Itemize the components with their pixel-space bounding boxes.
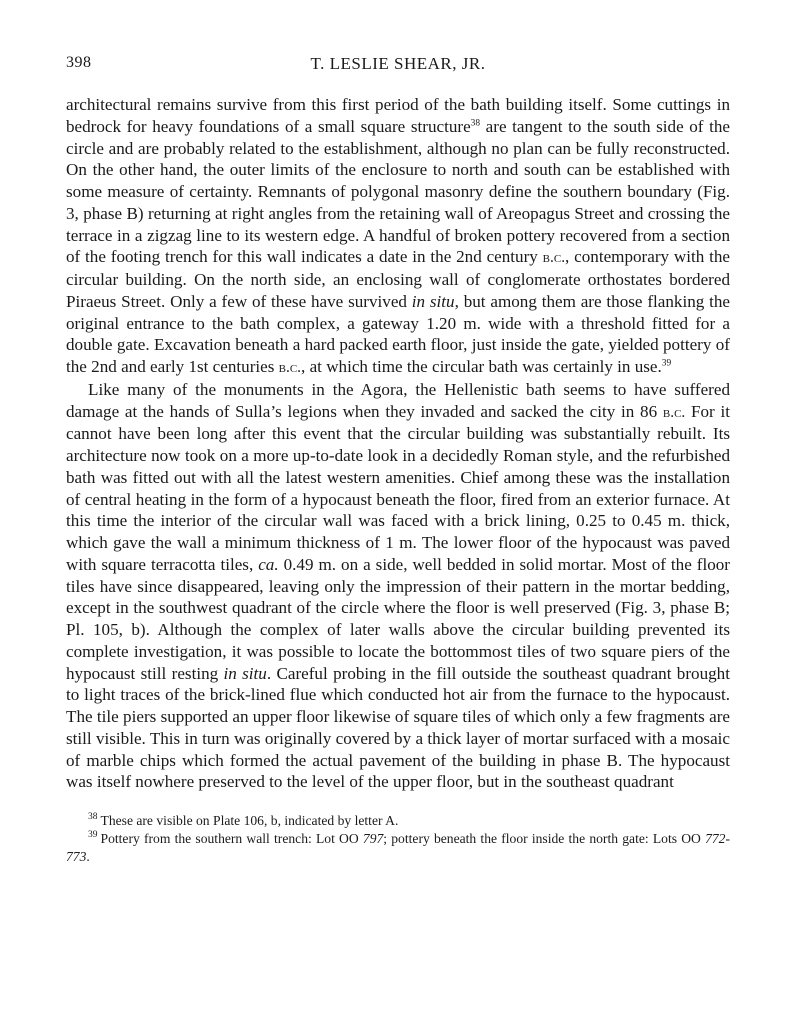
small-caps-text: b.c. [278, 359, 302, 376]
text-run: These are visible on Plate 106, b, indicated by letter A. [100, 813, 399, 828]
text-run: . [86, 849, 90, 864]
footnote [66, 830, 730, 866]
body-text [66, 94, 730, 793]
small-caps-text: b.c. [542, 249, 566, 267]
text-run: Like many of the monuments in the Agora, the Hellenistic bath seems to have suffered damage at the hands of Sulla’s legions when they invaded and sacked the city in 86 [66, 379, 730, 421]
italic-text: ca. [258, 554, 279, 574]
footnote-reference: 38 [470, 118, 481, 129]
page-number: 398 [66, 54, 92, 71]
footnote [66, 812, 730, 830]
italic-text: 772-773 [66, 831, 730, 864]
italic-text: 797 [362, 831, 384, 846]
text-run: , at which time the circular bath was certainly in use. [301, 357, 662, 376]
footnotes [66, 812, 730, 866]
small-caps-text: b.c. [662, 403, 686, 421]
footnote-marker: 39 [88, 830, 98, 841]
text-run: 0.49 m. on a side, well bedded in solid mortar. Most of the floor tiles have since disappeared, leaving only the impression of their pattern in the mortar bedding, except in the southwest quadrant of the circle where the floor is well preserved (Fig. 3, phase B; Pl. 105, b). Although the complex of later walls above the circular building prevented its complete investigation, it was possible to locate the bottommost tiles of two square piers of the hypocaust still resting [66, 554, 730, 683]
text-run: , but among them are those flanking the original entrance to the bath complex, a gateway 1.20 m. wide with a threshold fitted for a double gate. Excavation beneath a hard packed earth floor, just inside the gate, yielded pottery of the 2nd and early 1st centuries [66, 291, 730, 376]
text-run: Pottery from the southern wall trench: Lot OO [100, 831, 363, 846]
footnote-reference: 39 [661, 358, 672, 369]
paragraph [66, 94, 730, 379]
footnote-marker: 38 [88, 812, 98, 823]
text-run: , contemporary with the circular building. On the north side, an enclosing wall of conglomerate orthostates bordered Piraeus Street. Only a few of these have survived [66, 247, 730, 311]
paragraph [66, 379, 730, 793]
page-header [66, 50, 730, 74]
document-page [66, 50, 730, 866]
text-run: architectural remains survive from this first period of the bath building itself. Some cuttings in bedrock for heavy foundations of a small square structure [66, 95, 730, 136]
italic-text: in situ [223, 663, 267, 683]
text-run: . Careful probing in the fill outside the southeast quadrant brought to light traces of the brick-lined flue which conducted hot air from the furnace to the hypocaust. The tile piers supported an upper floor likewise of square tiles of which only a few fragments are still visible. This in turn was originally covered by a thick layer of mortar surfaced with a mosaic of marble chips which formed the actual pavement of the building in phase B. The hypocaust was itself nowhere preserved to the level of the upper floor, but in the southeast quadrant [66, 663, 730, 792]
running-head: T. LESLIE SHEAR, JR. [310, 54, 486, 73]
italic-text: in situ [411, 291, 455, 311]
text-run: ; pottery beneath the floor inside the north gate: Lots OO [383, 831, 706, 846]
text-run: are tangent to the south side of the circle and are probably related to the establishment, although no plan can be fully reconstructed. On the other hand, the outer limits of the enclosure to north and south can be established with some measure of certainty. Remnants of polygonal masonry define the southern boundary (Fig. 3, phase B) returning at right angles from the retaining wall of Areopagus Street and crossing the terrace in a zigzag line to its western edge. A handful of broken pottery recovered from a section of the footing trench for this wall indicates a date in the 2nd century [66, 116, 730, 267]
text-run: For it cannot have been long after this event that the circular building was substantially rebuilt. Its architecture now took on a more up-to-date look in a decidedly Roman style, and the refurbished bath was fitted out with all the latest western amenities. Chief among these was the installation of central heating in the form of a hypocaust beneath the floor, fired from an exterior furnace. At this time the interior of the circular wall was faced with a brick lining, 0.25 to 0.45 m. thick, which gave the wall a minimum thickness of 1 m. The lower floor of the hypocaust was paved with square terracotta tiles, [66, 401, 730, 574]
